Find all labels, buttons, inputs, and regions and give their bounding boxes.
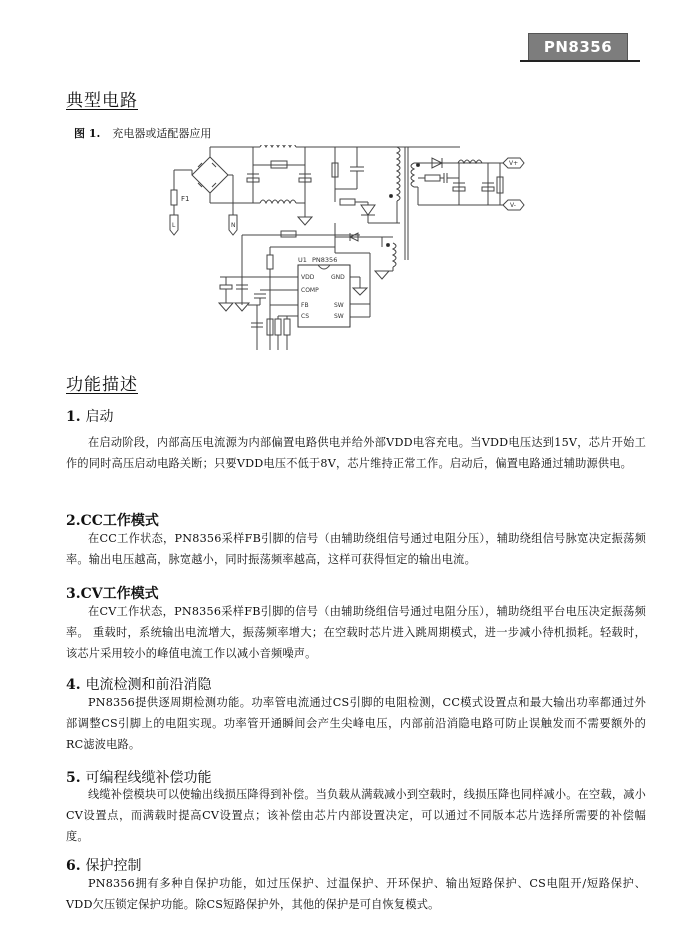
section-title-text: CV工作模式 [80, 586, 159, 602]
chip-ref: U1 [298, 256, 307, 264]
application-circuit-schematic [160, 145, 540, 350]
section-title-text: CC工作模式 [80, 513, 159, 529]
pin-vdd: VDD [301, 274, 315, 281]
pin-comp: COMP [301, 287, 319, 294]
pin-cs: CS [301, 313, 309, 320]
output-neg-label: V- [510, 202, 516, 209]
pin-sw-2: SW [334, 313, 344, 320]
section-4-body: PN8356提供逐周期检测功能。功率管电流通过CS引脚的电阻检测，CC模式设置点和最大输出功率都通过外部调整CS引脚上的电阻实现。功率管开通瞬间会产生尖峰电压，内部前沿消隐电路可防止误触发而不需要额外的RC滤波电路。 [66, 696, 646, 751]
snubber-diode [361, 205, 375, 215]
neutral-label: N [231, 222, 236, 229]
pin-sw-1: SW [334, 302, 344, 309]
pin-gnd: GND [331, 274, 345, 281]
section-4-title [66, 674, 212, 694]
figure-title: 充电器或适配器应用 [112, 127, 212, 140]
ground-icon [219, 303, 233, 311]
snubber-resistor-2 [340, 199, 355, 205]
fuse-f1 [171, 170, 189, 215]
section-3-body: 在CV工作状态，PN8356采样FB引脚的信号（由辅助绕组信号通过电阻分压），辅助绕组平台电压决定振荡频率。 重载时，系统输出电流增大，振荡频率增大；在空载时芯片进入跳周期模式，进一步减小待机损耗。轻载时，该芯片采用较小的峰值电流工作以减小音频噪声。 [66, 605, 646, 660]
chip-u1 [298, 256, 350, 327]
section-title-text: 保护控制 [85, 858, 142, 874]
cs-resistor-2 [284, 319, 290, 335]
part-number-tab: PN8356 [528, 33, 628, 60]
ground-icon [375, 271, 389, 279]
transformer-primary [397, 147, 400, 201]
section-2-title [66, 510, 159, 530]
section-title-text: 启动 [85, 409, 114, 425]
section-5-body: 线缆补偿模块可以使输出线损压降得到补偿。当负载从满载减小到空载时，线损压降也同样减小。在空载，减小CV设置点，而满载时提高CV设置点；该补偿由芯片内部设置决定，可以通过不同版本芯片选择所需要的补偿幅度。 [66, 788, 646, 843]
figure-caption [74, 125, 211, 141]
section-3-title [66, 583, 159, 603]
section-number: 1. [66, 409, 81, 425]
pin-fb: FB [301, 302, 309, 309]
rc-snubber-resistor [425, 175, 440, 181]
section-6-body: PN8356拥有多种自保护功能，如过压保护、过温保护、开环保护、输出短路保护、CS电阻开/短路保护、VDD欠压锁定保护功能。除CS短路保护外，其他的保护是可自恢复模式。 [66, 877, 646, 911]
section-6-title [66, 855, 142, 875]
header-rule [520, 60, 640, 62]
section-number: 2. [66, 513, 81, 529]
cs-resistor-1 [275, 319, 281, 335]
figure-number: 图 1. [74, 127, 101, 140]
ground-icon [298, 217, 312, 225]
section-1-title [66, 406, 114, 426]
section-title-text: 可编程线缆补偿功能 [85, 770, 212, 786]
inductor-bottom [260, 200, 296, 203]
transformer-secondary [411, 163, 414, 187]
section-number: 4. [66, 677, 81, 693]
section-number: 5. [66, 770, 81, 786]
chip-name: PN8356 [312, 256, 338, 264]
fb-upper-resistor [267, 255, 273, 269]
section-number: 6. [66, 858, 81, 874]
section-title-text: 电流检测和前沿消隐 [85, 677, 212, 693]
functional-description-heading: 功能描述 [66, 375, 138, 395]
line-label: L [172, 222, 176, 229]
vdd-ecap [220, 285, 232, 289]
output-pos-label: V+ [509, 160, 519, 167]
transformer-aux [393, 243, 396, 267]
inductor-top [260, 145, 296, 147]
ground-icon [353, 288, 367, 295]
typical-circuit-heading: 典型电路 [66, 91, 138, 111]
section-1-body: 在启动阶段，内部高压电流源为内部偏置电路供电并给外部VDD电容充电。当VDD电压达到15V，芯片开始工作的同时高压启动电路关断；只要VDD电压不低于8V，芯片维持正常工作。启动后，偏置电路通过辅助源供电。 [66, 436, 646, 470]
vdd-resistor [281, 231, 296, 237]
section-number: 3. [66, 586, 81, 602]
fuse-label: F1 [181, 195, 190, 203]
bridge-rectifier [192, 147, 233, 215]
section-2-body: 在CC工作状态，PN8356采样FB引脚的信号（由辅助绕组信号通过电阻分压），辅助绕组信号脉宽决定振荡频率。输出电压越高，脉宽越小，同时振荡频率越高，这样可获得恒定的输出电流。 [66, 532, 646, 566]
